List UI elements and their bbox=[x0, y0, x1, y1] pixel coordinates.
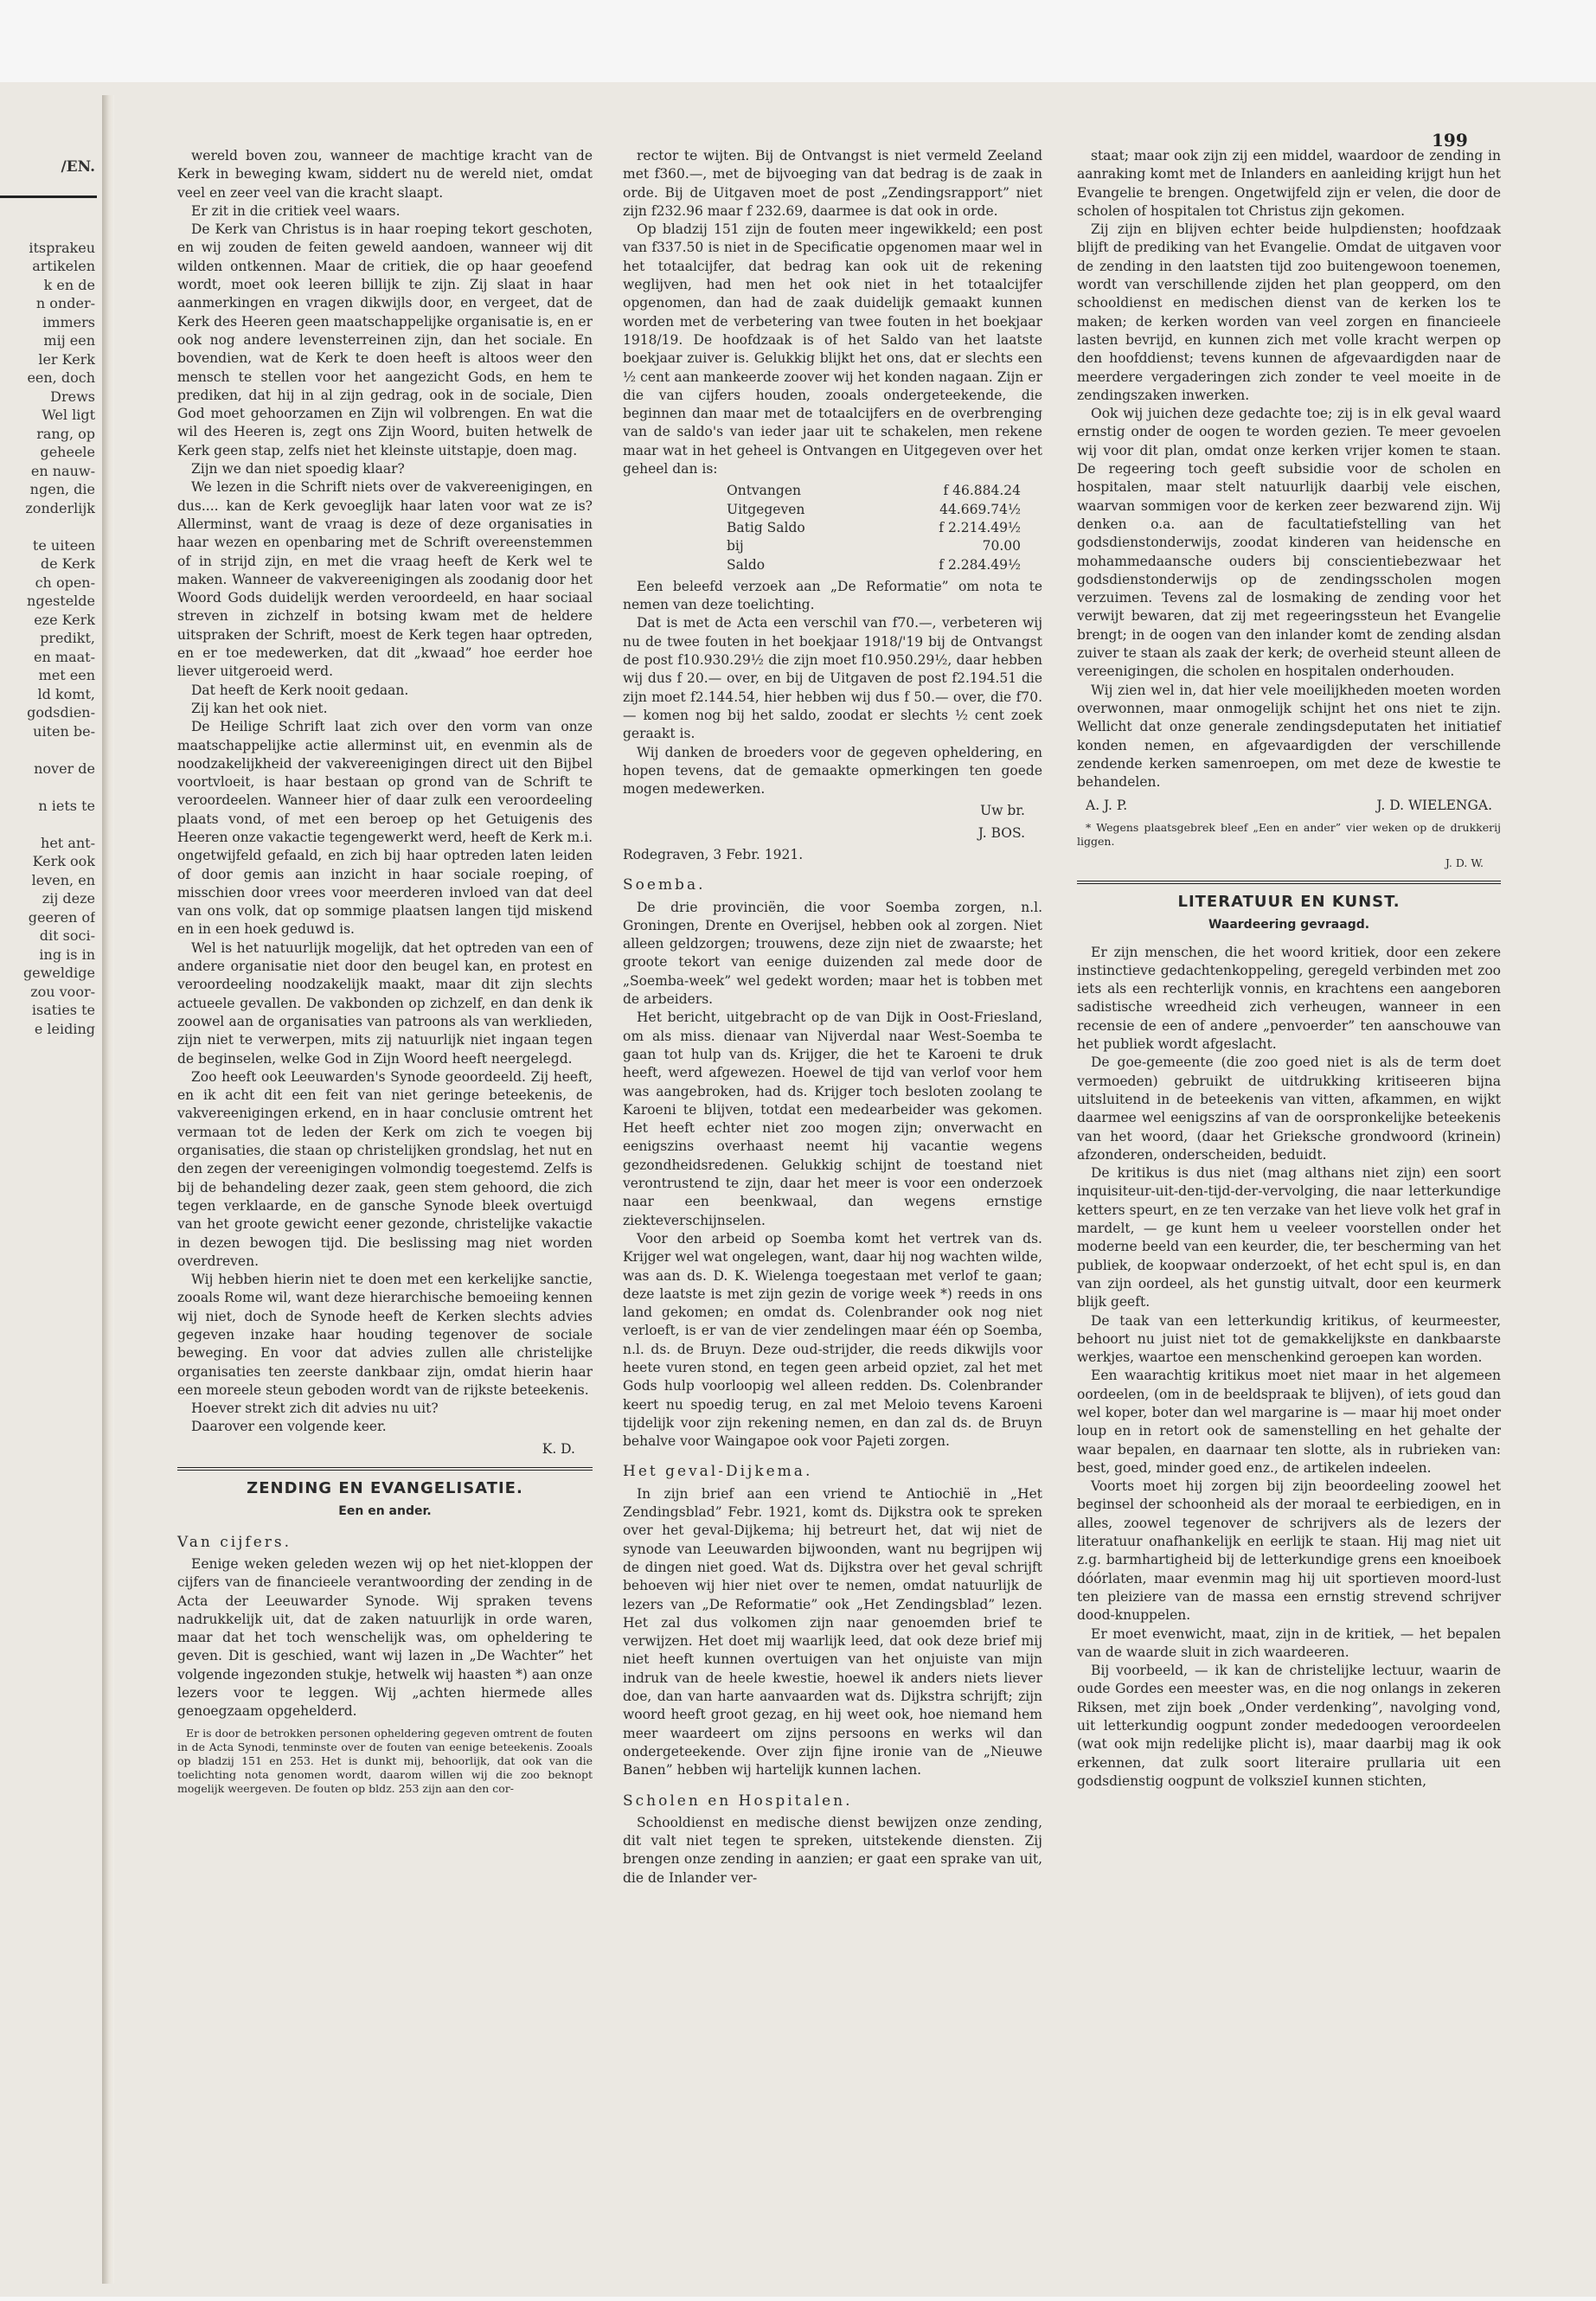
signature-row bbox=[1086, 797, 1492, 815]
paragraph: Dat is met de Acta een verschil van f70.—, verbeteren wij nu de twee fouten in het boekjaar 1918/'19 bij de Ontvangst de post f10.930.29½ die zijn moet f10.950.29½, daar hebben wij dus f 20.— over, en bij de Uitgaven de post f2.194.51 die zijn moet f2.144.54, hier hebben wij dus f 50.— over, die f70.— komen nog bij het saldo, zoodat er slechts ½ cent zoek geraakt is. bbox=[623, 615, 1042, 742]
paragraph: We lezen in die Schrift niets over de vakvereenigingen, en dus.... kan de Kerk gevoeglijk haar laten voor wat ze is? Allerminst, want de vraag is deze of deze organisaties in haar wezen en openbaring met de Schrift overeenstemmen of in strijd zijn, en met die vraag heeft de Kerk wel te maken. Wanneer de vakvereenigingen als zoodanig door het Woord Gods duidelijk werden veroordeeld, en haar sociaal streven in zichzelf in botsing kwam met de heldere uitspraken der Schrift, moest de Kerk tegen haar optreden, en er toe medewerken, dat dit „kwaad” hoe eerder hoe liever uitgeroeid werd. bbox=[177, 479, 593, 680]
previous-page-heading: /EN. bbox=[61, 158, 95, 176]
correction-text-2 bbox=[623, 578, 1042, 799]
table-row bbox=[727, 556, 1021, 574]
previous-page-line: isaties te bbox=[31, 1002, 95, 1018]
article-vakactie bbox=[177, 147, 593, 1437]
article-signature: K. D. bbox=[542, 1440, 575, 1457]
dateline: Rodegraven, 3 Febr. 1921. bbox=[623, 846, 804, 862]
previous-page-line bbox=[0, 517, 95, 536]
previous-page-line: dit soci- bbox=[39, 927, 95, 944]
previous-page-line: n onder- bbox=[35, 295, 95, 311]
previous-page-line bbox=[0, 815, 95, 834]
paragraph: Wij zien wel in, dat hier vele moeilijkheden moeten worden overwonnen, maar onmogelijk schijnt het ons niet te zijn. Wellicht dat onze generale zendingsdeputaten het initiatief konden nemen, en afgevaardigden der verschillende zendende kerken samenroepen, om met deze de kwestie te behandelen. bbox=[1077, 682, 1501, 791]
paragraph: Er zijn menschen, die het woord kritiek, door een zekere instinctieve gedachtenkoppeling, geregeld verbinden met zoo iets als een rechterlijk vonnis, en krachtens een aangeboren sadistische wreedheid zich verheugen, wanneer in een recensie de een of andere „penvoerder” ten aanschouwe van het publiek wordt afgeslacht. bbox=[1077, 944, 1501, 1053]
previous-page-line: n iets te bbox=[38, 797, 95, 814]
geval-dijkema-text bbox=[623, 1485, 1042, 1780]
paragraph: De Kerk van Christus is in haar roeping tekort geschoten, en wij zouden de feiten geweld aandoen, wanneer wij dit wilden ontkennen. Maar de critiek, die op haar geoefend wordt, moet ook leeren billijk te zijn. Zij slaat in haar aanmerkingen en vragen dikwijls door, en vergeet, dat de Kerk des Heeren geen maatschappelijke organisatie is, en er ook nog andere levensterreinen zijn, dan het sociale. En bovendien, wat de Kerk te doen heeft is altoos weer den mensch te stellen voor het aangezicht Gods, en hem te prediken, dat hij in al zijn gedrag, ook in de sociale, Dien God moet gehoorzamen en Zijn wil volbrengen. En wat die wil des Heeren is, zegt ons Zijn Woord, buiten hetwelk de Kerk geen stap, zelfs niet het kleinste uitstapje, doen mag. bbox=[177, 221, 593, 458]
paragraph: In zijn brief aan een vriend te Antiochië in „Het Zendingsblad” Febr. 1921, komt ds. Dijkstra ook te spreken over het geval-Dijkema; hij betreurt het, dat wij niet de synode van Leeuwarden bijwoonden, want nu begrijpen wij de dingen niet goed. Wat ds. Dijkstra over het geval schrijft behoeven wij hier niet over te nemen, omdat natuurlijk de lezers van „De Reformatie” ook „Het Zendingsblad” lezen. Het zal dus volkomen zijn naar genoemden brief te verwijzen. Het doet mij waarlijk leed, dat ook deze brief mij niet heeft kunnen overtuigen van het onjuiste van mijn indruk van de heele kwestie, hoewel ik anders niets liever doe, dan van harte aanvaarden wat ds. Dijkstra schrijft; zijn woord heeft groot gezag, en hij weet ook, hoe niemand hem meer waardeert om zijns persoons en werks wil dan ondergeteekende. Over zijn fijne ironie van de „Nieuwe Banen” hebben wij hartelijk kunnen lachen. bbox=[623, 1485, 1042, 1779]
subheading-van-cijfers: Van cijfers. bbox=[177, 1533, 292, 1551]
paragraph: Eenige weken geleden wezen wij op het niet-kloppen der cijfers van de financieele verantwoording der zending in de Acta der Leeuwarder Synode. Wij spraken tevens nadrukkelijk uit, dat de zaken natuurlijk in orde waren, maar dat het toch wenschelijk was, om opheldering te geven. Dit is geschied, want wij lazen in „De Wachter” het volgende ingezonden stukje, hetwelk wij haasten *) aan onze lezers voor te leggen. Wij „achten hiermede alles genoegzaam opgehelderd. bbox=[177, 1555, 593, 1720]
paragraph: rector te wijten. Bij de Ontvangst is niet vermeld Zeeland met f360.—, met de bijvoeging van dat bedrag is de zaak in orde. Bij de Uitgaven moet de post „Zendingsrapport” niet zijn f232.96 maar f 232.69, daarmee is dat ook in orde. bbox=[623, 148, 1042, 219]
paragraph: Voorts moet hij zorgen bij zijn beoordeeling zoowel het beginsel der schoonheid als der moraal te eerbiedigen, en in alles, zoowel tegenover de schrijvers als de lezers der literatuur onafhankelijk en eerlijk te staan. Hij mag niet uit z.g. barmhartigheid bij de letterkundige grens een knoeiboek dóórlaten, maar evenmin mag hij uit sportieven moord-lust ten pleiziere van de massa een ernstig strevend schrijver dood-knuppelen. bbox=[1077, 1478, 1501, 1624]
previous-page-line: uiten be- bbox=[33, 722, 95, 740]
previous-page-line: zonderlijk bbox=[25, 499, 95, 516]
table-value: f 2.284.49½ bbox=[939, 556, 1021, 573]
section-heading-zending: ZENDING EN EVANGELISATIE. bbox=[177, 1467, 593, 1497]
previous-page-line: e leiding bbox=[34, 1020, 95, 1037]
paragraph: Dat heeft de Kerk nooit gedaan. bbox=[191, 682, 409, 698]
previous-page-line: artikelen bbox=[32, 258, 95, 274]
table-label: Uitgegeven bbox=[727, 501, 805, 517]
paragraph: Ook wij juichen deze gedachte toe; zij is in elk geval waard ernstig onder de oogen te worden gezien. Te meer gevoelen wij voor dit plan, omdat onze kerken vrijer komen te staan. De regeering toch geeft subsidie voor de scholen en hospitalen, maar stelt natuurlijk daarbij vele eischen, waarvan sommigen voor de kerken zeer bezwarend zijn. Wij denken o.a. aan de facultatiefstelling van het godsdienstonderwijs, zoodat kinderen van heidensche en mohammedaansche ouders bij conscientiebezwaar het godsdienstonderwijs op de zendingsscholen mogen verzuimen. Tevens zal de losmaking de zending voor het verwijt bewaren, dat zij met regeeringssteun het Evangelie brengt; in de oogen van den inlander komt de zending alsdan zuiver te staan als zaak der kerk; de overheid steunt alleen de vereenigingen, die scholen en hospitalen onderhouden. bbox=[1077, 406, 1501, 680]
paragraph: Zij kan het ook niet. bbox=[191, 700, 328, 716]
previous-page-line: de Kerk bbox=[40, 555, 95, 572]
previous-page-line: nover de bbox=[34, 760, 95, 777]
previous-page-line: Wel ligt bbox=[42, 407, 95, 423]
previous-page-line: ld komt, bbox=[37, 685, 95, 702]
previous-page-line: zou voor- bbox=[30, 983, 95, 1000]
paragraph: Een waarachtig kritikus moet niet maar in het algemeen oordeelen, (om in de beeldspraak te blijven), of iets goud dan wel koper, boter dan wel margarine is — maar hij moet onder loup en in retort ook de samenstelling en het gehalte der waar bepalen, en daarnaar ten slotte, als in rubrieken van: best, goed, minder goed enz., de artikelen indeelen. bbox=[1077, 1368, 1501, 1476]
previous-page-column bbox=[0, 121, 95, 1057]
table-value: 70.00 bbox=[982, 538, 1021, 554]
table-label: bij bbox=[727, 538, 744, 554]
table-label: Ontvangen bbox=[727, 483, 801, 499]
paragraph: Hoever strekt zich dit advies nu uit? bbox=[191, 1400, 439, 1417]
previous-page-line: en nauw- bbox=[30, 462, 95, 479]
paragraph: De goe-gemeente (die zoo goed niet is als de term doet vermoeden) gebruikt de uitdrukking kritiseeren bijna uitsluitend in de beteekenis van vitten, afkammen, en wijkt daarmee wel eenigszins af van de oorspronkelijke beteekenis van het woord, (daar het Grieksche grondwoord (krinein) afzonderen, onderscheiden, beduidt. bbox=[1077, 1054, 1501, 1163]
paragraph: Zijn we dan niet spoedig klaar? bbox=[191, 461, 405, 478]
paragraph: Wij hebben hierin niet te doen met een kerkelijke sanctie, zooals Rome wil, want deze hierarchische bemoeiing kennen wij niet, doch de Synode heeft de Kerken slechts advies gegeven inzake haar houding tegenover de sociale beweging. En voor dat advies zullen alle christelijke organisaties ten zeerste dankbaar zijn, omdat hierin haar een moreele steun geboden wordt van de rijkste beteekenis. bbox=[177, 1272, 593, 1398]
paragraph: Bij voorbeeld, — ik kan de christelijke lectuur, waarin de oude Gordes een meester was, en die nog onlangs in zekeren Riksen, met zijn boek „Onder verdenking”, navolging vond, uit letterkundig oogpunt zonder mededoogen veroordeelen (wat ook mijn redelijke plicht is), maar daarbij mag ik ook erkennen, dat zulk soort literaire prullaria uit een godsdienstig oogpunt de volkszieI kunnen stichten, bbox=[1077, 1663, 1501, 1789]
table-label: Batig Saldo bbox=[727, 519, 805, 535]
previous-page-line: ler Kerk bbox=[38, 350, 95, 368]
table-row bbox=[727, 519, 1021, 537]
page-spine bbox=[102, 95, 114, 2284]
previous-page-line: rang, op bbox=[36, 425, 95, 442]
paragraph: Op bladzij 151 zijn de fouten meer ingewikkeld; een post van f337.50 is niet in de Specificatie opgenomen maar wel in het totaalcijfer, dat bedrag kan ook uit de rekening weglijven, had men het ook niet in het totaalcijfer opgenomen, dan had de zaak duidelijk gemaakt kunnen worden met de verbetering van twee fouten in het boekjaar 1918/19. De hoofdzaak is of het Saldo van het laatste boekjaar zuiver is. Gelukkig blijkt het ons, dat er slechts een ½ cent aan mankeerde zoover wij het konden nagaan. Zijn er die van cijfers houden, zooals ondergeteekende, die beginnen dan maar met de totaalcijfers en de overbrenging van de saldo's van ieder jaar uit te schakelen, men rekene maar wat in het geheel is Ontvangen en Uitgegeven over het geheel dan is: bbox=[623, 221, 1042, 478]
paragraph: Wij danken de broeders voor de gegeven opheldering, en hopen tevens, dat de gemaakte opmerkingen ten goede mogen medewerken. bbox=[623, 744, 1042, 798]
van-cijfers-text bbox=[177, 1555, 593, 1721]
previous-page-line: geweldige bbox=[22, 965, 95, 981]
previous-page-line: itsprakeu bbox=[29, 239, 95, 256]
waardeering-text bbox=[1077, 944, 1501, 1791]
subheading-geval-dijkema: Het geval-Dijkema. bbox=[623, 1463, 813, 1481]
financial-table bbox=[727, 482, 1021, 574]
column-1 bbox=[177, 147, 593, 1801]
footnote: Er is door de betrokken personen opheldering gegeven omtrent de fouten in de Acta Synodi, tenminste over de fouten van eenige beteekenis. Zooals op bladzij 151 en 253. Het is dunkt mij, behoorlijk, dat ook van die toelichting nota genomen wordt, daarom willen wij die zoo beknopt mogelijk weergeven. De fouten op bldz. 253 zijn aan den cor- bbox=[177, 1726, 593, 1795]
previous-page-line: met een bbox=[38, 667, 95, 683]
table-value: f 2.214.49½ bbox=[939, 519, 1021, 535]
previous-page-line: ing is in bbox=[39, 945, 95, 963]
previous-page-line: geeren of bbox=[28, 908, 95, 926]
paragraph: Zij zijn en blijven echter beide hulpdiensten; hoofdzaak blijft de prediking van het Evangelie. Omdat de uitgaven voor de zending in den laatsten tijd zoo buitengewoon toenemen, wordt van verschillende zijden het plan geopperd, om den schooldienst en medischen dienst van de kerken los te maken; de kerken worden van veel zorgen en financieele lasten bevrijd, en kunnen zich met volle kracht werpen op den hoofddienst; tevens kunnen de afgevaardigden naar de meerdere vergaderingen zich zonder te veel moeite in de zendingszaken inwerken. bbox=[1077, 221, 1501, 403]
letter-signature: J. BOS. bbox=[977, 824, 1025, 841]
table-row bbox=[727, 482, 1021, 500]
scholen-text bbox=[623, 1814, 1042, 1888]
paragraph: Voor den arbeid op Soemba komt het vertrek van ds. Krijger wel wat ongelegen, want, daar hij nog wachten wilde, was aan ds. D. K. Wielenga toegestaan met verlof te gaan; deze laatste is met zijn gezin de vorige week *) reeds in ons land gekomen; en omdat ds. Colenbrander ook nog niet verloeft, is er van de vier zendelingen maar één op Soemba, n.l. ds. de Bruyn. Deze oud-strijder, die reeds dikwijls voor heete vuren stond, en tegen geen arbeid opziet, zal het met Gods hulp voorloopig wel alleen redden. Ds. Colenbrander keert nu spoedig terug, en zal met Meloio tevens Karoeni tijdelijk voor zijn rekening nemen, en dan zal ds. de Bruyn behalve voor Waingapoe ook voor Pajeti zorgen. bbox=[623, 1230, 1042, 1450]
correction-text bbox=[623, 147, 1042, 478]
paragraph: De kritikus is dus niet (mag althans niet zijn) een soort inquisiteur-uit-den-tijd-der-vervolging, die naar letterkundige ketters speurt, en ze ten verzake van het lieve volk het graf in mardelt, — ge kunt hem u veeleer voorstellen onder het moderne beeld van een keurder, die, ter bescherming van het publiek, de koopwaar onderzoekt, of het echt spul is, en dan van zijn oordeel, als het gunstig uitvalt, door een keurmerk blijk geeft. bbox=[1077, 1165, 1501, 1311]
previous-page-line bbox=[0, 740, 95, 760]
previous-page-line: k en de bbox=[43, 276, 95, 293]
paragraph: Zoo heeft ook Leeuwarden's Synode geoordeeld. Zij heeft, en ik acht dit een feit van niet geringe beteekenis, de vakvereenigingen erkend, en in haar conclusie omtrent het vermaan tot de leden der Kerk om zich te voegen bij organisaties, die staan op christelijken grondslag, het nut en den zegen der vereenigingen volmondig toegestemd. Zelfs is bij de behandeling dezer zaak, geen stem gehoord, die zich tegen verklaarde, en de gansche Synode bleek overtuigd van het groote gewicht eener gezonde, christelijke vakactie in dezen bewogen tijd. Die beslissing mag niet worden overdreven. bbox=[177, 1068, 593, 1269]
previous-heading-rule bbox=[0, 195, 97, 198]
table-row bbox=[727, 501, 1021, 519]
previous-page-line: ch open- bbox=[35, 574, 95, 591]
paragraph: staat; maar ook zijn zij een middel, waardoor de zending in aanraking komt met de Inlanders en aanleiding krijgt hun het Evangelie te brengen. Ongetwijfeld zijn er velen, die door de scholen of hospitalen tot Christus zijn gekomen. bbox=[1077, 148, 1501, 219]
previous-page-line: en maat- bbox=[34, 648, 95, 665]
page-number: 199 bbox=[1432, 130, 1468, 151]
previous-page-line: het ant- bbox=[41, 834, 95, 851]
paragraph: Een beleefd verzoek aan „De Reformatie” om nota te nemen van deze toelichting. bbox=[623, 578, 1042, 613]
previous-page-line: eze Kerk bbox=[34, 611, 95, 628]
paragraph: Er zit in die critiek veel waars. bbox=[191, 202, 401, 219]
section-heading-literatuur: LITERATUUR EN KUNST. bbox=[1077, 881, 1501, 911]
previous-page-line bbox=[0, 778, 95, 797]
previous-page-line: predikt, bbox=[40, 630, 95, 646]
column-2 bbox=[623, 147, 1042, 1888]
previous-page-line: mij een bbox=[43, 332, 95, 349]
subheading-scholen: Scholen en Hospitalen. bbox=[623, 1791, 853, 1810]
letter-closing: Uw br. bbox=[980, 803, 1025, 819]
previous-page-line: een, doch bbox=[27, 369, 95, 386]
previous-page-line: zij deze bbox=[42, 890, 95, 907]
table-row bbox=[727, 537, 1021, 555]
previous-page-line: leven, en bbox=[31, 871, 95, 888]
table-label: Saldo bbox=[727, 556, 766, 573]
subheading-soemba: Soemba. bbox=[623, 876, 706, 894]
previous-page-lines bbox=[0, 239, 95, 1039]
previous-page-line: te uiteen bbox=[32, 536, 95, 554]
previous-page-line: ngestelde bbox=[27, 593, 95, 609]
previous-page-line: geheele bbox=[40, 444, 95, 460]
previous-page-line: ngen, die bbox=[29, 481, 95, 497]
previous-page-line: Drews bbox=[50, 388, 95, 405]
soemba-text bbox=[623, 899, 1042, 1452]
scholen-continued bbox=[1077, 147, 1501, 792]
paragraph: De Heilige Schrift laat zich over den vorm van onze maatschappelijke actie allerminst uit, en evenmin als de noodzakelijkheid der vakvereenigingen direct uit den Bijbel voortvloeit, is haar bestaan op grond van de Schrift te veroordeelen. Wanneer hier of daar zulk een veroordeeling plaats vond, of met een beroep op het Getuigenis des Heeren onze vakactie tegengewerkt werd, heeft de Kerk m.i. ongetwijfeld gefaald, en zich bij haar optreden laten leiden of door gemis aan inzicht in haar sociale roeping, of misschien door vrees voor meerderen invloed van dat deel van ons volk, dat op sommige plaatsen langen tijd miskend en in een hoek geduwd is. bbox=[177, 719, 593, 938]
footnote-signature: J. D. W. bbox=[1445, 856, 1484, 869]
paragraph: Er moet evenwicht, maat, zijn in de kritiek, — het bepalen van de waarde sluit in zich waardeeren. bbox=[1077, 1625, 1501, 1660]
previous-page-line: immers bbox=[42, 313, 95, 330]
footnote-col3: * Wegens plaatsgebrek bleef „Een en ander” vier weken op de drukkerij liggen. bbox=[1077, 820, 1501, 848]
table-value: 44.669.74½ bbox=[939, 501, 1021, 517]
paragraph: Daarover een volgende keer. bbox=[191, 1419, 387, 1435]
subsection-heading: Een en ander. bbox=[338, 1504, 432, 1519]
previous-page-line: godsdien- bbox=[27, 704, 95, 721]
paragraph: De drie provinciën, die voor Soemba zorgen, n.l. Groningen, Drente en Overijsel, hebben ook al zorgen. Niet alleen geldzorgen; trouwens, deze zijn niet de zwaarste; het groote tekort van eenige duizenden zal mede door de „Soemba-week” wel gedekt worden; maar het is tobben met de arbeiders. bbox=[623, 899, 1042, 1008]
subsection-waardeering: Waardeering gevraagd. bbox=[1208, 918, 1370, 933]
paragraph: wereld boven zou, wanneer de machtige kracht van de Kerk in beweging kwam, siddert nu de wereld niet, omdat veel en zeer veel van die kracht slaapt. bbox=[177, 148, 593, 201]
previous-page-line: Kerk ook bbox=[32, 853, 95, 869]
paragraph: Wel is het natuurlijk mogelijk, dat het optreden van een of andere organisatie niet door den beugel kan, en protest en veroordeeling noodzakelijk maakt, maar dit zijn slechts actueele gevallen. De vakbonden op zichzelf, en dan denk ik zoowel aan de organisaties van patroons als van werklieden, zijn niet te verwerpen, mits zij natuurlijk niet ingaan tegen de beginselen, welke God in Zijn Woord heeft neergelegd. bbox=[177, 939, 593, 1067]
paragraph: De taak van een letterkundig kritikus, of keurmeester, behoort nu juist niet tot de gemakkelijkste en dankbaarste werkjes, waartoe een menschenkind geroepen kan worden. bbox=[1077, 1312, 1501, 1366]
paragraph: Schooldienst en medische dienst bewijzen onze zending, dit valt niet tegen te spreken, uitstekende diensten. Zij brengen onze zending in aanzien; er gaat een sprake van uit, die de Inlander ver- bbox=[623, 1814, 1042, 1886]
column-3 bbox=[1077, 147, 1501, 1791]
paragraph: Het bericht, uitgebracht op de van Dijk in Oost-Friesland, om als miss. dienaar van Nijverdal naar West-Soemba te gaan tot hulp van ds. Krijger, die het te Karoeni te druk heeft, werd afgewezen. Hoewel de tijd van verlof voor hem was aangebroken, had ds. Krijger toch besloten zoolang te Karoeni te blijven, totdat een medearbeider was gekomen. Het heeft echter niet zoo mogen zijn; onverwacht en eenigszins overhaast neemt hij vacantie wegens gezondheidsredenen. Gelukkig schijnt de toestand niet verontrustend te zijn, daar het meer is voor een onderzoek naar een beenkwaal, dan wegens ernstige ziekteverschijnselen. bbox=[623, 1009, 1042, 1228]
signature-right: J. D. WIELENGA. bbox=[1376, 798, 1492, 814]
signature-left: A. J. P. bbox=[1086, 798, 1128, 814]
table-value: f 46.884.24 bbox=[943, 483, 1021, 499]
